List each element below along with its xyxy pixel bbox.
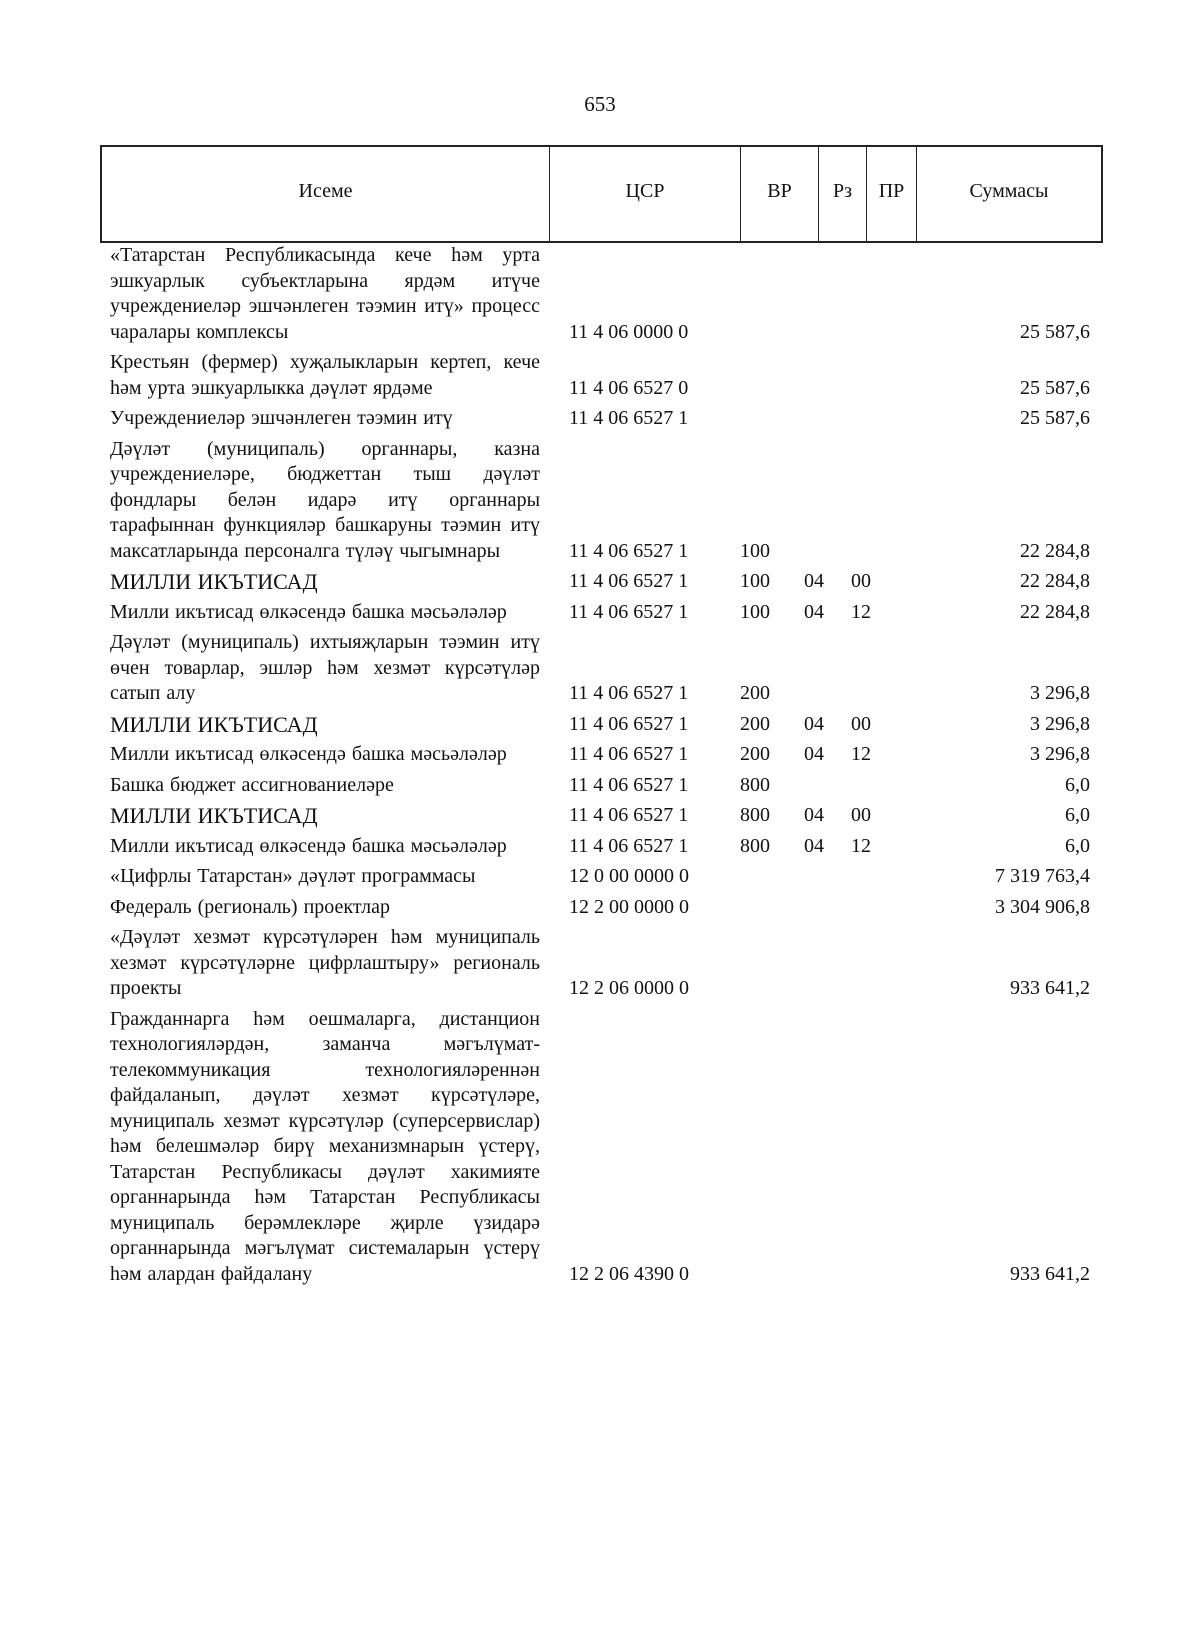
row-csr: 11 4 06 6527 1 xyxy=(569,712,689,735)
row-sum: 3 296,8 xyxy=(1030,743,1090,765)
row-name: «Татарстан Республикасында кече һәм урта эшкуарлык субъектларына ярдәм итүче учреждениеләр эшчәнлеген тәэмин итү» процесс чаралары комплексы xyxy=(110,244,540,343)
row-rz: 04 xyxy=(804,743,824,765)
row-csr: 11 4 06 6527 1 xyxy=(569,743,689,765)
table-row xyxy=(110,1007,1100,1288)
row-rz: 04 xyxy=(804,834,824,857)
row-csr: 11 4 06 6527 1 xyxy=(569,539,689,562)
row-name: Милли икътисад өлкәсендә башка мәсьәләләр xyxy=(110,834,507,857)
table-row xyxy=(110,895,1100,921)
table-row xyxy=(110,803,1100,829)
row-name: Башка бюджет ассигнованиеләре xyxy=(110,773,394,796)
row-pr: 12 xyxy=(851,600,871,623)
row-pr: 12 xyxy=(851,743,871,765)
row-rz: 04 xyxy=(804,600,824,623)
row-pr: 00 xyxy=(851,712,871,735)
row-csr: 12 0 00 0000 0 xyxy=(569,865,689,887)
row-vr: 800 xyxy=(740,773,770,796)
row-vr: 100 xyxy=(740,600,770,623)
header-pr: ПР xyxy=(867,147,917,241)
table-row xyxy=(110,834,1100,860)
row-sum: 22 284,8 xyxy=(1020,600,1090,623)
row-csr: 11 4 06 6527 1 xyxy=(569,600,689,623)
row-vr: 200 xyxy=(740,712,770,735)
table-row xyxy=(110,406,1100,432)
header-vr: ВР xyxy=(741,147,819,241)
row-csr: 11 4 06 6527 1 xyxy=(569,804,689,826)
header-csr: ЦСР xyxy=(550,147,741,241)
table-row xyxy=(110,600,1100,626)
table-header xyxy=(100,145,1103,243)
row-sum: 933 641,2 xyxy=(1010,977,1090,999)
row-sum: 25 587,6 xyxy=(1020,376,1090,399)
row-name: Дәүләт (муниципаль) органнары, казна учреждениеләре, бюджеттан тыш дәүләт фондлары белән идарә итү органнары тарафыннан функцияләр башкаруны тәэмин итү максатларында персоналга түләү чыгымнары xyxy=(110,437,540,562)
row-name: «Цифрлы Татарстан» дәүләт программасы xyxy=(110,865,476,887)
row-csr: 11 4 06 0000 0 xyxy=(569,320,689,343)
row-csr: 11 4 06 6527 1 xyxy=(569,570,689,592)
row-sum: 22 284,8 xyxy=(1020,570,1090,592)
table-body xyxy=(110,243,1100,1292)
row-sum: 7 319 763,4 xyxy=(995,865,1090,887)
row-pr: 00 xyxy=(851,804,871,826)
row-sum: 6,0 xyxy=(1065,804,1090,826)
row-csr: 12 2 06 0000 0 xyxy=(569,977,689,999)
row-csr: 11 4 06 6527 1 xyxy=(569,773,689,796)
table-row xyxy=(110,773,1100,799)
row-rz: 04 xyxy=(804,712,824,735)
table-row xyxy=(110,350,1100,401)
row-csr: 11 4 06 6527 0 xyxy=(569,376,689,399)
row-csr: 12 2 00 0000 0 xyxy=(569,895,689,918)
header-sum: Суммасы xyxy=(969,179,1049,202)
row-vr: 800 xyxy=(740,804,770,826)
table-row xyxy=(110,630,1100,707)
row-name: МИЛЛИ ИКЪТИСАД xyxy=(110,569,318,594)
row-csr: 11 4 06 6527 1 xyxy=(569,407,689,429)
row-pr: 00 xyxy=(851,570,871,592)
row-name: Милли икътисад өлкәсендә башка мәсьәләләр xyxy=(110,600,507,623)
row-csr: 11 4 06 6527 1 xyxy=(569,834,689,857)
table-row xyxy=(110,569,1100,595)
row-name: Дәүләт (муниципаль) ихтыяҗларын тәэмин итү өчен товарлар, эшләр һәм хезмәт күрсәтүләр сатып алу xyxy=(110,631,540,704)
row-sum: 6,0 xyxy=(1065,773,1090,796)
row-csr: 11 4 06 6527 1 xyxy=(569,682,689,704)
table-row xyxy=(110,712,1100,738)
row-vr: 100 xyxy=(740,570,770,592)
row-sum: 6,0 xyxy=(1065,834,1090,857)
row-csr: 12 2 06 4390 0 xyxy=(569,1262,689,1285)
row-pr: 12 xyxy=(851,834,871,857)
header-name: Исеме xyxy=(102,147,550,241)
row-name: Крестьян (фермер) хуҗалыкларын кертеп, кече һәм урта эшкуарлыкка дәүләт ярдәме xyxy=(110,351,540,399)
row-sum: 3 304 906,8 xyxy=(995,895,1090,918)
row-name: Учреждениеләр эшчәнлеген тәэмин итү xyxy=(110,407,453,429)
row-sum: 3 296,8 xyxy=(1030,682,1090,704)
row-sum: 22 284,8 xyxy=(1020,539,1090,562)
row-name: Федераль (региональ) проектлар xyxy=(110,895,390,918)
row-rz: 04 xyxy=(804,570,824,592)
table-row xyxy=(110,742,1100,768)
row-name: Гражданнарга һәм оешмаларга, дистанцион технологияләрдән, заманча мәгълүмат-телекоммуникация технологияләреннән файдаланып, дәүләт хезмәт күрсәтүләре, муниципаль хезмәт күрсәтүләр (суперсервислар) һәм белешмәләр бирү механизмнарын үстерү, Татарстан Республикасы дәүләт хакимияте органнарында һәм Татарстан Республикасы муниципаль берәмлекләре җирле үзидарә органнарында мәгълүмат системаларын үстерү һәм алардан файдалану xyxy=(110,1007,540,1285)
row-vr: 200 xyxy=(740,743,770,765)
row-name: Милли икътисад өлкәсендә башка мәсьәләләр xyxy=(110,743,507,765)
table-row xyxy=(110,437,1100,565)
table-row xyxy=(110,864,1100,890)
row-sum: 25 587,6 xyxy=(1020,407,1090,429)
row-vr: 200 xyxy=(740,682,770,704)
row-rz: 04 xyxy=(804,804,824,826)
header-rz: Рз xyxy=(819,147,867,241)
table-row xyxy=(110,925,1100,1002)
row-name: МИЛЛИ ИКЪТИСАД xyxy=(110,711,318,737)
row-sum: 3 296,8 xyxy=(1030,712,1090,735)
table-row xyxy=(110,243,1100,345)
row-name: МИЛЛИ ИКЪТИСАД xyxy=(110,803,318,828)
row-name: «Дәүләт хезмәт күрсәтүләрен һәм муниципаль хезмәт күрсәтүләрне цифрлаштыру» региональ проекты xyxy=(110,926,540,999)
row-vr: 100 xyxy=(740,539,770,562)
page-number: 653 xyxy=(584,92,616,116)
row-vr: 800 xyxy=(740,834,770,857)
row-sum: 933 641,2 xyxy=(1010,1262,1090,1285)
row-sum: 25 587,6 xyxy=(1020,320,1090,343)
